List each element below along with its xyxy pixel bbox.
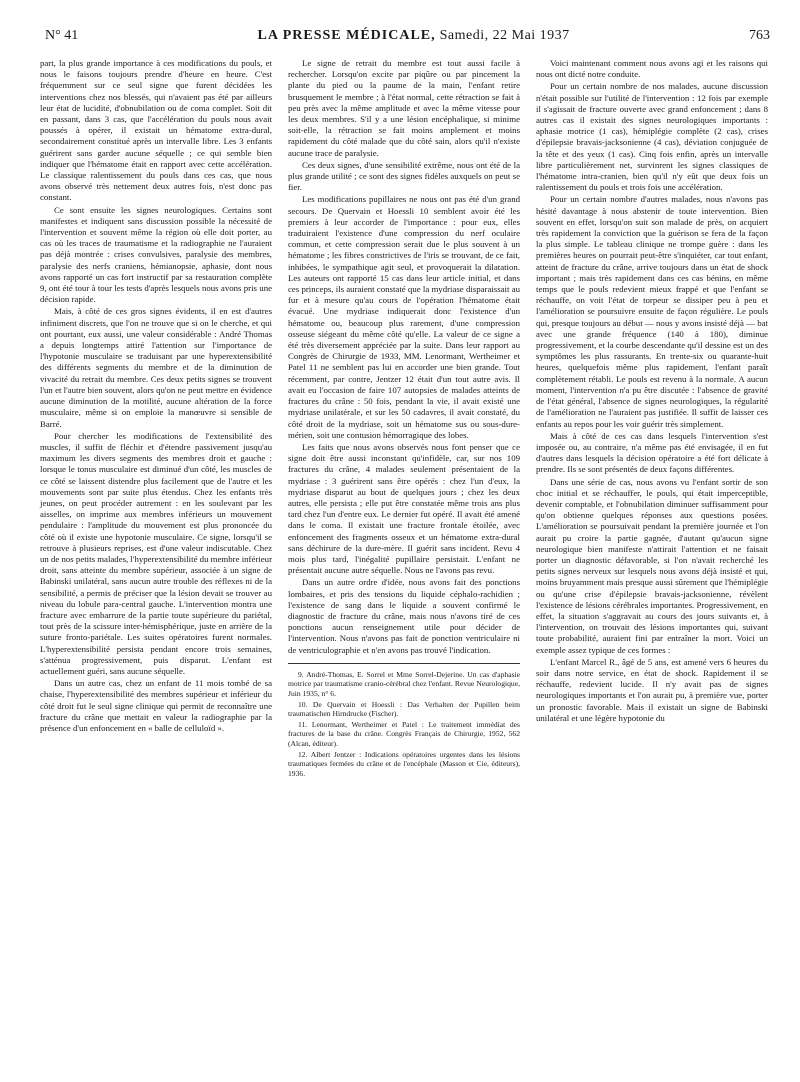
paragraph: Mais, à côté de ces gros signes évidents, il en est d'autres infiniment discrets, que l'on ne trouve que si on le cherche, et qui ont pourtant, eux aussi, une valeur considérable : André Thomas a depuis longtemps attiré l'attention sur l'importance de l'hypotonie musculaire se traduisant par une hyperextensibilité des différents segments du membre et de la diminution de vivacité du retrait du membre. Ces deux petits signes se trouvent l'un et l'autre bien souvent, alors qu'on ne peut mettre en évidence aucune diminution de la motilité, aucune altération de la force musculaire, même si on emploie la manœuvre si sensible de Barré. — [40, 306, 272, 429]
paragraph: Mais à côté de ces cas dans lesquels l'intervention s'est imposée ou, au contraire, n'a même pas été envisagée, il en fut d'autres dans lesquels la décision opératoire a été fort délicate à prendre. Ils se sont présentés de deux façons différentes. — [536, 430, 768, 475]
column-middle — [288, 58, 520, 778]
paragraph: Pour un certain nombre d'autres malades, nous n'avons pas hésité davantage à nous abstenir de toute intervention. Bien souvent en effet, lorsqu'on suit son malade de près, on acquiert très rapidement la conviction que la guérison se fera de la façon la plus simple. Le tableau clinique ne trompe guère : dans les premières heures on pourrait peut-être s'inquiéter, car tout enfant, atteint de fracture du crâne, arrive toujours dans un état de shock important ; mais très rapidement dans ces cas bénins, en même temps que le pouls redevient mieux frappé et que l'enfant se réchauffe, on voit l'état de torpeur se dissiper peu à peu et l'amélioration se poursuivre ensuite de façon régulière. Le pouls qui, presque toujours au début — nous y avons insisté déjà — bat avec une grande fréquence (140 à 180), diminue progressivement, et la courbe descendante qu'il dessine est un des symptômes les plus rassurants. En trente-six ou quarante-huit heures, quelquefois même plus rapidement, l'enfant paraît complètement rétabli. Le pouls est revenu à la normale. A aucun moment, l'intervention n'a pu être discutée : l'absence de gravité de l'état général, l'absence de signes neurologiques, la régularité de l'amélioration ne l'auraient pas justifiée. Il suffit de laisser ces enfants au repos pour les voir guérir très simplement. — [536, 194, 768, 429]
page-number: 763 — [748, 28, 770, 43]
footnotes — [288, 670, 520, 779]
issue-number: N° 41 — [45, 28, 79, 43]
paragraph: Dans un autre cas, chez un enfant de 11 mois tombé de sa chaise, l'hyperextensibilité des membres supérieur et inférieur du côté droit fut le seul signe clinique qui permit de reconnaître une fracture du crâne que mettait en valeur la radiographie par la présence d'un enfoncement en « balle de celluloïd ». — [40, 678, 272, 733]
journal-title — [258, 28, 570, 44]
paragraph: Ce sont ensuite les signes neurologiques. Certains sont manifestes et indiquent sans discussion possible la nécessité de l'intervention et souvent même la région où elle doit porter, au cas où les traces de traumatisme et la radiographie ne l'auraient pas déjà montrée : crises convulsives, paralysie des membres, paralysie des nerfs craniens, hémianopsie, aphasie, dont nous avons rapporté un cas fort instructif par sa restauration complète 9, ont été tour à tour les tests d'après lesquels nous avons pris une décision rapide. — [40, 204, 272, 305]
footnote: 10. De Quervain et Hoessli : Das Verhalten der Pupillen beim traumatischen Hirndrucke (Fischer). — [288, 699, 520, 719]
paragraph: Les modifications pupillaires ne nous ont pas été d'un grand secours. De Quervain et Hoessli 10 semblent avoir été les premiers à leur accorder de l'importance : pour eux, elles traduiraient l'existence d'une compression du nerf oculaire commun, et cette compression serait due le plus souvent à un hématome ; les fibres constrictives de l'iris se trouvant, de ce fait, inhibées, le sympathique agit seul, et provoquerait la dilatation. Les auteurs ont rapporté 15 cas dans leur article initial, et dans ces princeps, ils auraient constaté que la mydriase disparaissait au fur et à mesure qu'au cours de l'opération l'hématome était évacué. Une mydriase indiquerait donc l'existence d'un hématome ou, beaucoup plus rarement, d'une compression osseuse siégeant du même côté qu'elle. La valeur de ce signe a été très diversement appréciée par la suite. Dans leur rapport au Congrès de Chirurgie de 1933, MM. Lenormant, Wertheimer et Patel 11 ne semblent pas lui en accorder une bien grande. Tout récemment, par contre, Jentzer 12 était d'un tout autre avis. Il avait eu l'occasion de faire 107 autopsies de malades atteints de fractures du crâne : 50 fois, pendant la vie, il avait existé une mydriase unilatérale, et sur les 50 cadavres, il avait constaté, du côté droit de la mydriase, soit un hématome sus ou sous-dure-mérien, soit une contusion hémorragique des lobes. — [288, 194, 520, 440]
paragraph: L'enfant Marcel R., âgé de 5 ans, est amené vers 6 heures du soir dans notre service, en état de shock. Rapidement il se réchauffe, redevient lucide. Il n'y avait pas de signes neurologiques importants et l'on aurait pu, à première vue, porter un pronostic favorable. Mais il existait un signe de Babinski unilatéral et une légère hypotonie du — [536, 656, 768, 723]
page-header — [45, 28, 770, 48]
journal-name: LA PRESSE MÉDICALE, — [257, 28, 436, 43]
column-right — [536, 58, 768, 724]
footnote: 11. Lenormant, Wertheimer et Patel : Le traitement immédiat des fractures de la base du crâne. Congrès Français de Chirurgie, 1952, 562 (Alcan, éditeur). — [288, 719, 520, 748]
footnote-divider — [288, 663, 520, 664]
column-left — [40, 58, 272, 734]
paragraph: Les faits que nous avons observés nous font penser que ce signe doit être aussi inconstant qu'infidèle, car, sur nos 109 fractures du crâne, 4 malades seulement présentaient de la mydriase : 3 guérirent sans être opérés : chez l'un d'eux, la mydriase disparut au bout de quelques jours ; chez les deux autres, elle persista ; elle put être constatée même trois ans plus tard chez l'un d'entre eux. Le dernier fut opéré. Il avait été amené dans le coma. Il existait une fracture frontale étoilée, avec enfoncement des fragments osseux et un hématome extra-dural sans déchirure de la dure-mère. Il guérit sans incident. Revu 4 mois plus tard, l'inégalité pupillaire persistait. L'enfant ne présentait aucune autre séquelle. Nous ne l'avons pas revu. — [288, 441, 520, 576]
paragraph: Ces deux signes, d'une sensibilité extrême, nous ont été de la plus grande utilité ; ce sont des signes fidèles auxquels on peut se fier. — [288, 159, 520, 193]
issue-date: Samedi, 22 Mai 1937 — [439, 28, 570, 43]
footnote: 9. André-Thomas, E. Sorrel et Mme Sorrel-Dejerine. Un cas d'aphasie motrice par traumatisme cranio-cérébral chez l'enfant. Revue Neurologique, Juin 1935, n° 6. — [288, 669, 520, 698]
paragraph: Pour chercher les modifications de l'extensibilité des muscles, il suffit de fléchir et d'étendre passivement jusqu'au maximum les divers segments des membres droit et gauche : lorsque le tonus musculaire est diminué d'un côté, les muscles de ce côté se laissent distendre plus facilement que de l'autre et les mouvements sont par suite plus étendus. Chez les enfants très jeunes, on peut procéder autrement : en les soulevant par les aisselles, on imprime aux membres inférieurs un mouvement pendulaire : l'amplitude du mouvement est plus prononcée du côté où il existe une hypotonie musculaire. Ce signe, lorsqu'il se retrouve à plusieurs reprises, est d'une valeur indiscutable. Chez un de nos petits malades, l'hyperextensibilité du membre inférieur droit, sans atteinte du membre supérieur, associée à un signe de Babinski unilatéral, sans aucun autre trouble des réflexes ni de la sensibilité, a permis de préciser que la lésion devait se trouver au niveau du lobule para-central gauche. L'intervention montra une fracture avec embarrure de la partie toute supérieure du pariétal, tout près de la scissure inter-hémisphérique, juste en arrière de la suture fronto-pariétale. Les suites opératoires furent normales. L'hyperextensibilité persista pendant encore trois semaines, s'atténua progressivement, puis disparut. L'enfant est actuellement guéri, sans aucune séquelle. — [40, 430, 272, 676]
paragraph: part, la plus grande importance à ces modifications du pouls, et nous le faisons toujours prendre d'heure en heure. C'est fréquemment sur ce seul signe que furent décidées les interventions chez nos blessés, qui n'avaient pas été par ailleurs leur état de lucidité, d'obnubilation ou de coma complet. Soit dit en passant, dans 3 cas, que l'accélération du pouls nous avait poussés à opérer, il existait un hématome extra-dural, secondairement constitué après un intervalle libre. Les 3 enfants guérirent sans garder aucune séquelle ; ce qui semble bien indiquer que l'hématome était en rapport avec cette accélération. Le classique ralentissement du pouls dans ces cas, que nous avons observé très nettement deux autres fois, n'est donc pas constant. — [40, 58, 272, 203]
paragraph: Voici maintenant comment nous avons agi et les raisons qui nous ont dicté notre conduite. — [536, 58, 768, 80]
paragraph: Pour un certain nombre de nos malades, aucune discussion n'était possible sur l'utilité de l'intervention : 12 fois par exemple il s'agissait de fracture ouverte avec grand enfoncement ; dans 8 autres cas il existait des signes neurologiques importants : aphasie motrice (1 cas), hémiplégie complète (2 cas), crises d'épilepsie bravais-jacksonienne (4 cas), déviation conjuguée de la tête et des yeux (1 cas). Cinq fois enfin, après un intervalle libre particulièrement net, survinrent les signes classiques de l'hématome intra-cranien, bien qu'il n'y eût que deux fois un ralentissement du pouls et trois fois une accélération. — [536, 81, 768, 193]
paragraph: Dans une série de cas, nous avons vu l'enfant sortir de son choc initial et se réchauffer, le pouls, qui était imperceptible, devenir comptable, et l'obnubilation diminuer suffisamment pour qu'on obtienne quelques réponses aux questions posées. L'amélioration se poursuivait pendant la première journée et l'on aurait pu croire la partie gagnée, d'autant qu'aucun signe neurologique bien manifeste n'attirait l'attention et ne faisait porter un diagnostic défavorable, si l'on n'avait recherché les petits signes nerveux sur lesquels nous avons déjà insisté et qui, moins bruyamment mais presque aussi sûrement que l'hémiplégie ou qu'une crise d'épilepsie bravais-jacksonienne, révèlent l'existence de lésions cérébrales importantes. Progressivement, en effet, la situation s'aggravait au cours des jours suivants et, à l'intervention, on trouvait des lésions importantes qui, suivant toute probabilité, auraient fini par entraîner la mort. Voici un exemple assez typique de ces formes : — [536, 476, 768, 655]
footnote: 12. Albert Jentzer : Indications opératoires urgentes dans les lésions traumatiques fermées du crâne et de l'encéphale (Masson et Cie, éditeurs), 1936. — [288, 749, 520, 778]
paragraph: Dans un autre ordre d'idée, nous avons fait des ponctions lombaires, et pris des tensions du liquide céphalo-rachidien ; l'existence de sang dans le liquide a souvent confirmé le diagnostic de fracture du crâne, mais nous n'avons tiré de ces ponctions aucun renseignement utile pour décider de l'intervention. Nous n'avons pas fait de ponction ventriculaire ni de ventriculographie et n'en avons pas trouvé l'indication. — [288, 577, 520, 655]
paragraph: Le signe de retrait du membre est tout aussi facile à rechercher. Lorsqu'on excite par piqûre ou par pincement la plante du pied ou la paume de la main, l'enfant retire brusquement le membre ; à l'état normal, cette rétraction se fait à peu près avec la même amplitude et avec la même vitesse pour les deux membres. S'il y a une lésion encéphalique, si minime soit-elle, la rétraction se fait moins amplement et moins rapidement du côté malade que du côté sain, alors qu'il n'existe aucune trace de paralysie. — [288, 58, 520, 158]
